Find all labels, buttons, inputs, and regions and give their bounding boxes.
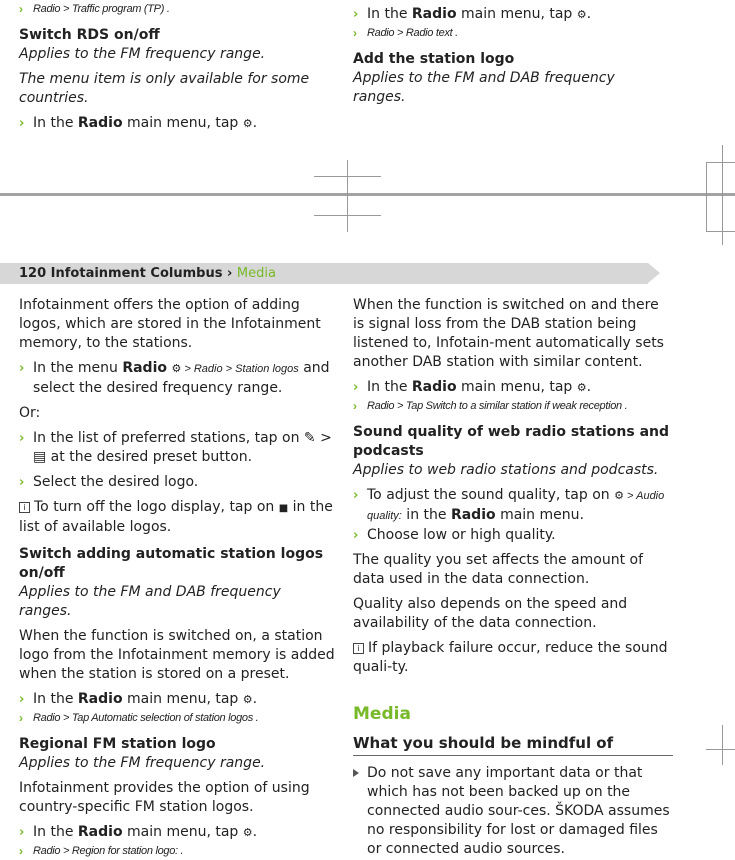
registration-mark — [706, 749, 735, 750]
subsection-heading: What you should be mindful of — [353, 733, 673, 756]
list-item: › To adjust the sound quality, tap on ⚙ > Audio quality: in the Radio main menu. — [353, 487, 665, 523]
paragraph: Quality also depends on the speed and availability of the data connection. — [353, 596, 628, 631]
edit-icon: ✎ > ▤ — [33, 430, 332, 465]
or-text: Or: — [19, 405, 41, 421]
paragraph: When the function is switched on, a station logo from the Infotainment memory is added when the station is stored on a preset. — [19, 628, 335, 682]
info-icon: i — [19, 502, 30, 513]
paragraph: Infotainment provides the option of using country-specific FM station logos. — [19, 780, 310, 815]
warning-item: Do not save any important data or that which has not been backed up on the connected audio sour-ces. ŠKODA assumes no responsibility for lost or damaged files or connected audio sources. — [353, 764, 673, 859]
prev-page-left-column — [19, 0, 337, 133]
settings-icon: ⚙ — [576, 381, 587, 394]
registration-mark — [722, 725, 723, 765]
page-header — [19, 264, 276, 284]
settings-icon: ⚙ — [242, 117, 253, 130]
info-icon: i — [353, 643, 364, 654]
section-heading: Switch RDS on/off — [19, 27, 160, 43]
list-item: › In the list of preferred stations, tap on ✎ > ▤ at the desired preset button. — [19, 430, 332, 465]
applies-note: Applies to the FM and DAB frequency ranges. — [19, 584, 281, 619]
registration-mark — [706, 162, 735, 232]
list-item: › Radio > Tap Automatic selection of station logos . — [19, 711, 259, 725]
prev-page-right-column — [353, 5, 671, 107]
section-heading: Regional FM station logo — [19, 736, 216, 752]
crop-mark — [314, 215, 381, 216]
page-header-band-tip — [648, 263, 660, 283]
list-item: › Radio > Tap Switch to a similar station if weak reception . — [353, 399, 628, 413]
settings-icon: ⚙ — [171, 362, 182, 375]
section-heading: Sound quality of web radio stations and podcasts — [353, 424, 670, 459]
crop-mark — [314, 176, 381, 177]
logo-off-icon: ■ — [278, 503, 289, 514]
section-heading: Switch adding automatic station logos on/off — [19, 546, 324, 581]
section-heading: Add the station logo — [353, 51, 515, 67]
crop-mark — [347, 160, 348, 232]
settings-icon: ⚙ — [576, 8, 587, 21]
chapter-heading: Media — [353, 704, 411, 724]
applies-note: Applies to web radio stations and podcasts. — [353, 462, 659, 478]
list-item: › In the Radio main menu, tap ⚙. — [19, 115, 258, 131]
list-item: › In the Radio main menu, tap ⚙. — [19, 824, 258, 840]
list-item: › In the Radio main menu, tap ⚙. — [353, 6, 592, 22]
list-item: › Choose low or high quality. — [353, 527, 556, 543]
settings-icon: ⚙ — [242, 693, 253, 706]
info-note: i If playback failure occur, reduce the sound quali-ty. — [353, 640, 668, 675]
registration-mark — [722, 145, 723, 245]
list-item: › Select the desired logo. — [19, 474, 199, 490]
section-name: Infotainment Columbus — [50, 266, 223, 281]
breadcrumb-separator: › — [226, 266, 233, 281]
left-column — [19, 296, 337, 860]
settings-icon: ⚙ — [242, 826, 253, 839]
settings-icon: ⚙ — [614, 489, 624, 502]
paragraph: The quality you set affects the amount of data used in the data connection. — [353, 552, 644, 587]
applies-note: Applies to the FM and DAB frequency ranges. — [353, 70, 615, 105]
list-item: › Radio > Region for station logo: . — [19, 844, 184, 858]
page-separator-rule — [0, 193, 735, 196]
list-item: › In the Radio main menu, tap ⚙. — [19, 691, 258, 707]
chapter-name: Media — [236, 266, 276, 281]
right-column — [353, 296, 673, 859]
page-number: 120 — [19, 266, 47, 281]
paragraph: When the function is switched on and there is signal loss from the DAB station being listened to, Infotain-ment automatically sets another DAB station with similar content. — [353, 297, 664, 370]
country-note: The menu item is only available for some countries. — [19, 71, 310, 106]
paragraph: Infotainment offers the option of adding logos, which are stored in the Infotainment memory, to the stations. — [19, 297, 321, 351]
list-item: › In the menu Radio ⚙ > Radio > Station logos and select the desired frequency range. — [19, 360, 330, 396]
list-item: › Radio > Traffic program (TP) . — [19, 2, 170, 16]
applies-note: Applies to the FM frequency range. — [19, 46, 266, 62]
applies-note: Applies to the FM frequency range. — [19, 755, 266, 771]
list-item: › Radio > Radio text . — [353, 26, 458, 40]
bullet-triangle-icon — [353, 769, 359, 777]
list-item: › In the Radio main menu, tap ⚙. — [353, 379, 592, 395]
info-note: i To turn off the logo display, tap on ■ in the list of available logos. — [19, 499, 333, 535]
